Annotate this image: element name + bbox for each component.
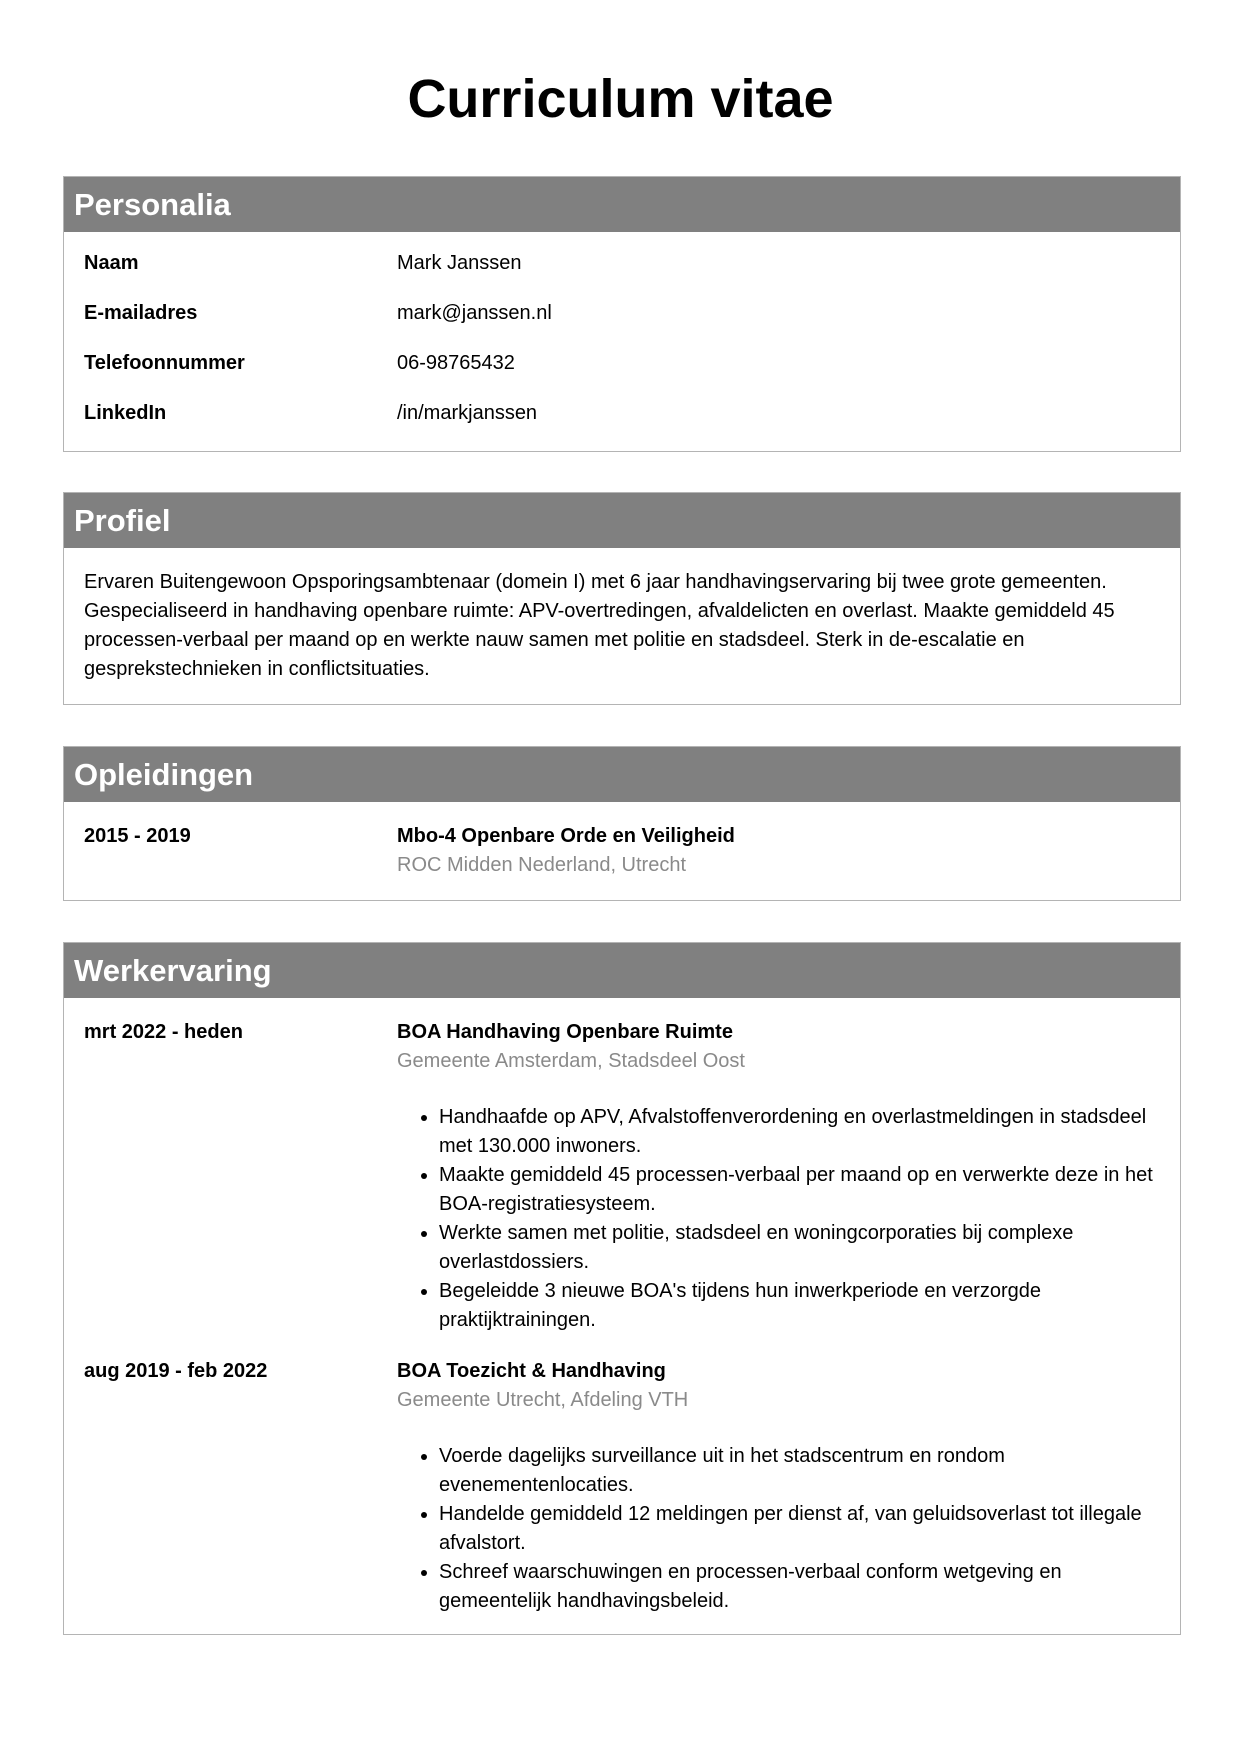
work-entry [84,1357,1160,1616]
profile-text: Ervaren Buitengewoon Opsporingsambtenaar (domein I) met 6 jaar handhavingservaring bij twee grote gemeenten. Gespecialiseerd in handhaving openbare ruimte: APV-overtredingen, afvaldelicten en overlast. Maakte gemiddeld 45 processen-verbaal per maand op en werkte nauw samen met politie en stadsdeel. Sterk in de-escalatie en gesprekstechnieken in conflictsituaties. [84,571,1115,680]
list-item: • Handelde gemiddeld 12 meldingen per dienst af, van geluidsoverlast tot illegale afvalstort. [439,1500,1160,1558]
entry-employer: Gemeente Utrecht, Afdeling VTH [397,1389,689,1411]
bullet-list [397,1442,1160,1616]
werkervaring-body [64,998,1180,1616]
entry-period: mrt 2022 - heden [84,1021,243,1043]
personalia-row-linkedin [84,399,1160,449]
list-item: • Handhaafde op APV, Afvalstoffenverordening en overlastmeldingen in stadsdeel met 130.000 inwoners. [439,1103,1160,1161]
opleidingen-body [64,802,1180,880]
list-item: • Voerde dagelijks surveillance uit in het stadscentrum en rondom evenementenlocaties. [439,1442,1160,1500]
entry-employer: Gemeente Amsterdam, Stadsdeel Oost [397,1050,745,1072]
page-title: Curriculum vitae [407,69,834,129]
entry-period: 2015 - 2019 [84,825,191,847]
education-entry [84,822,1160,880]
bullet-list [397,1103,1160,1335]
field-label: LinkedIn [84,402,167,424]
profiel-body [64,548,1180,684]
entry-period: aug 2019 - feb 2022 [84,1360,268,1382]
entry-title: Mbo-4 Openbare Orde en Veiligheid [397,825,735,847]
field-value: /in/markjanssen [397,402,538,424]
list-item: • Begeleidde 3 nieuwe BOA's tijdens hun inwerkperiode en verzorgde praktijktrainingen. [439,1277,1160,1335]
field-label: Telefoonnummer [84,352,245,374]
section-heading: Werkervaring [64,943,1180,998]
section-profiel [63,492,1181,705]
section-heading: Personalia [64,177,1180,232]
work-entry [84,1018,1160,1335]
field-value: 06-98765432 [397,352,515,374]
field-label: E-mailadres [84,302,198,324]
field-value: mark@janssen.nl [397,302,552,324]
section-opleidingen [63,746,1181,901]
personalia-row-email [84,299,1160,349]
entry-title: BOA Toezicht & Handhaving [397,1360,666,1382]
section-heading: Opleidingen [64,747,1180,802]
list-item: • Schreef waarschuwingen en processen-verbaal conform wetgeving en gemeentelijk handhavingsbeleid. [439,1558,1160,1616]
list-item: • Maakte gemiddeld 45 processen-verbaal per maand op en verwerkte deze in het BOA-registratiesysteem. [439,1161,1160,1219]
personalia-row-name [84,249,1160,299]
section-werkervaring [63,942,1181,1635]
entry-title: BOA Handhaving Openbare Ruimte [397,1021,733,1043]
field-label: Naam [84,252,139,274]
section-heading: Profiel [64,493,1180,548]
personalia-list [64,232,1180,449]
personalia-row-phone [84,349,1160,399]
list-item: • Werkte samen met politie, stadsdeel en woningcorporaties bij complexe overlastdossiers. [439,1219,1160,1277]
section-personalia [63,176,1181,452]
field-value: Mark Janssen [397,252,522,274]
entry-institution: ROC Midden Nederland, Utrecht [397,854,687,876]
